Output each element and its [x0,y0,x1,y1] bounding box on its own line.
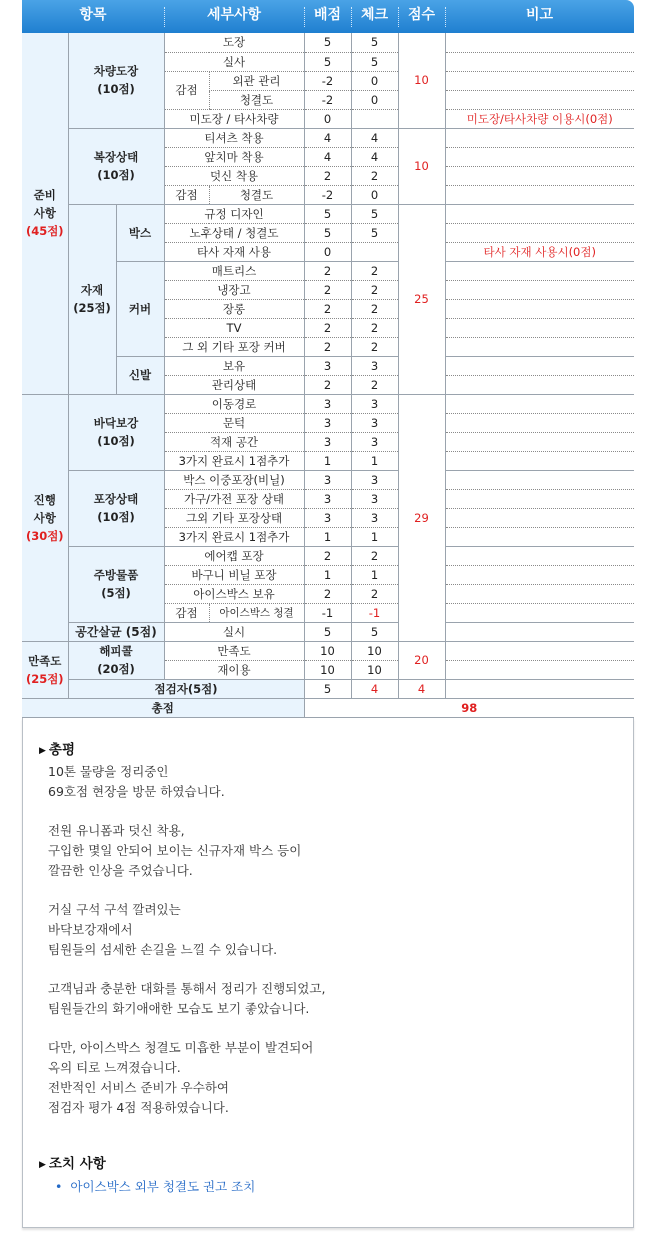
row-alloc: 3 [304,356,351,375]
deduct-label: 감점 [164,185,209,204]
table-row [22,394,634,413]
row-check: 5 [351,204,398,223]
row-alloc: 2 [304,337,351,356]
row-check: 2 [351,318,398,337]
comment-line: 팀원들간의 화기애애한 모습도 보기 좋았습니다. [48,1001,310,1016]
row-check: 2 [351,261,398,280]
row-note [445,603,634,622]
score-progress: 29 [398,394,445,641]
row-alloc: 2 [304,299,351,318]
row-note [445,394,634,413]
header-score: 점수 [407,7,436,23]
row-detail: 냉장고 [164,280,304,299]
row-alloc: 4 [304,147,351,166]
subcategory-box: 박스 [116,204,164,261]
row-alloc: 5 [304,204,351,223]
category-attire: 복장상태 (10점) [68,128,164,204]
row-note [445,470,634,489]
row-check: 2 [351,299,398,318]
row-alloc: 3 [304,489,351,508]
comment-panel [22,718,634,1228]
row-alloc: 3 [304,470,351,489]
row-detail: 이동경로 [164,394,304,413]
table-row [22,679,634,698]
row-alloc: -2 [304,185,351,204]
row-detail: 박스 이중포장(비닐) [164,470,304,489]
row-note [445,451,634,470]
category-vehicle: 차량도장 (10점) [68,33,164,128]
row-check: 1 [351,565,398,584]
row-detail: TV [164,318,304,337]
total-row [22,698,634,717]
row-note [445,318,634,337]
row-check: 5 [351,33,398,52]
row-check: 1 [351,451,398,470]
comment-line: 다만, 아이스박스 청결도 미흡한 부분이 발견되어 [48,1040,314,1055]
row-check: 2 [351,375,398,394]
row-check: 4 [351,679,398,698]
row-detail: 앞치마 착용 [164,147,304,166]
row-check: 2 [351,584,398,603]
bullet-icon: • [55,1179,63,1194]
row-note [445,71,634,90]
comment-line: 점검자 평가 4점 적용하였습니다. [48,1100,229,1115]
category-happycall: 해피콜 (20점) [68,641,164,679]
row-check: 3 [351,508,398,527]
group-prep: 준비 사항 (45점) [22,33,68,394]
score-attire: 10 [398,128,445,204]
row-detail: 그 외 기타 포장 커버 [164,337,304,356]
score-material: 25 [398,204,445,394]
row-alloc: 5 [304,33,351,52]
total-label: 총점 [22,698,304,717]
row-alloc: 0 [304,242,351,261]
row-check: 3 [351,470,398,489]
comment-line: 10톤 물량을 정리중인 [48,764,169,779]
category-packing: 포장상태 (10점) [68,470,164,546]
row-detail: 3가지 완료시 1점추가 [164,527,304,546]
comment-title: ▶ 총평 [39,742,76,758]
comment-line: 팀원들의 섬세한 손길을 느낄 수 있습니다. [48,942,278,957]
triangle-right-icon: ▶ [39,1160,46,1170]
action-title: ▶ 조치 사항 [39,1156,106,1172]
row-check: 3 [351,356,398,375]
row-alloc: 1 [304,565,351,584]
row-detail: 실사 [164,52,304,71]
row-detail: 만족도 [164,641,304,660]
row-detail: 도장 [164,33,304,52]
row-note [445,128,634,147]
category-material: 자재 (25점) [68,204,116,394]
triangle-right-icon: ▶ [39,746,46,756]
row-detail: 청결도 [209,185,304,204]
row-check: 1 [351,527,398,546]
row-check: 2 [351,337,398,356]
row-note [445,413,634,432]
row-note [445,166,634,185]
paragraph-gap [48,960,608,979]
comment-line: 거실 구석 구석 깔려있는 [48,902,181,917]
row-alloc: -2 [304,71,351,90]
row-note [445,679,634,698]
row-check [351,242,398,261]
row-detail: 문턱 [164,413,304,432]
row-note: 타사 자재 사용시(0점) [445,242,634,261]
row-note [445,660,634,679]
action-item: • 아이스박스 외부 청결도 권고 조치 [55,1179,256,1194]
row-check: 5 [351,223,398,242]
row-note [445,489,634,508]
row-note [445,223,634,242]
comment-body [48,762,608,1118]
total-score: 98 [304,698,634,717]
row-check [351,109,398,128]
row-alloc: 5 [304,622,351,641]
comment-line: 고객님과 충분한 대화를 통해서 정리가 진행되었고, [48,981,326,996]
row-check: 5 [351,622,398,641]
row-alloc: 3 [304,413,351,432]
row-check: 0 [351,185,398,204]
header-alloc: 배점 [313,7,342,23]
header-detail: 세부사항 [206,7,262,23]
row-note [445,261,634,280]
row-alloc: 2 [304,546,351,565]
group-satisfaction: 만족도 (25점) [22,641,68,698]
row-detail: 매트리스 [164,261,304,280]
row-note [445,356,634,375]
comment-line: 전원 유니폼과 덧신 착용, [48,823,185,838]
row-alloc: 10 [304,660,351,679]
row-detail: 재이용 [164,660,304,679]
category-disinfect: 공간살균 (5점) [68,622,164,641]
table-row [22,641,634,660]
table-row [22,622,634,641]
table-header [22,0,634,33]
row-note [445,565,634,584]
row-detail: 바구니 비닐 포장 [164,565,304,584]
row-detail: 규정 디자인 [164,204,304,223]
row-alloc: 1 [304,527,351,546]
category-kitchen: 주방물품 (5점) [68,546,164,622]
row-note [445,147,634,166]
row-check: 10 [351,660,398,679]
row-detail: 노후상태 / 청결도 [164,223,304,242]
paragraph-gap [48,802,608,821]
row-check: 10 [351,641,398,660]
row-alloc: 2 [304,166,351,185]
comment-line: 바닥보강재에서 [48,922,133,937]
row-note [445,185,634,204]
group-progress: 진행 사항 (30점) [22,394,68,641]
row-detail: 적재 공간 [164,432,304,451]
row-alloc: 2 [304,375,351,394]
row-note [445,33,634,52]
header-check: 체크 [360,7,389,23]
row-check: 4 [351,128,398,147]
row-alloc: 2 [304,261,351,280]
comment-line: 69호점 현장을 방문 하였습니다. [48,784,225,799]
comment-line: 전반적인 서비스 준비가 우수하여 [48,1080,229,1095]
header-note: 비고 [525,7,554,23]
table-row [22,33,634,52]
row-alloc: 3 [304,394,351,413]
row-detail: 관리상태 [164,375,304,394]
row-check: 0 [351,90,398,109]
header-item: 항목 [79,7,107,23]
row-check: 5 [351,52,398,71]
row-note [445,546,634,565]
row-note [445,337,634,356]
row-alloc: 2 [304,318,351,337]
row-detail: 에어캡 포장 [164,546,304,565]
subcategory-cover: 커버 [116,261,164,356]
row-note [445,299,634,318]
deduct-label: 감점 [164,71,209,109]
row-note [445,622,634,641]
row-detail: 덧신 착용 [164,166,304,185]
row-check: 2 [351,280,398,299]
row-detail: 아이스박스 보유 [164,584,304,603]
row-note [445,90,634,109]
row-detail: 미도장 / 타사차량 [164,109,304,128]
row-detail: 장롱 [164,299,304,318]
row-detail: 티셔츠 착용 [164,128,304,147]
score-happycall: 20 [398,641,445,679]
score-inspector: 4 [398,679,445,698]
row-alloc: 3 [304,508,351,527]
row-alloc: 2 [304,584,351,603]
row-alloc: 0 [304,109,351,128]
row-detail: 보유 [164,356,304,375]
row-alloc: 10 [304,641,351,660]
paragraph-gap [48,1019,608,1038]
row-note [445,204,634,223]
row-note [445,641,634,660]
category-inspector: 점검자(5점) [68,679,304,698]
row-detail: 타사 자재 사용 [164,242,304,261]
comment-line: 구입한 몇일 안되어 보이는 신규자재 박스 등이 [48,843,302,858]
row-alloc: -2 [304,90,351,109]
row-detail: 아이스박스 청결 [209,603,304,622]
row-alloc: 4 [304,128,351,147]
score-table [22,33,634,718]
row-note [445,280,634,299]
table-row [22,128,634,147]
category-floor: 바닥보강 (10점) [68,394,164,470]
row-detail: 그외 기타 포장상태 [164,508,304,527]
row-alloc: 5 [304,223,351,242]
paragraph-gap [48,881,608,900]
row-detail: 청결도 [209,90,304,109]
comment-line: 옥의 티로 느껴졌습니다. [48,1060,181,1075]
table-row [22,470,634,489]
row-note [445,527,634,546]
row-check: 4 [351,147,398,166]
row-check: 3 [351,432,398,451]
row-note [445,52,634,71]
row-alloc: 3 [304,432,351,451]
row-check: -1 [351,603,398,622]
row-check: 3 [351,413,398,432]
row-detail: 3가지 완료시 1점추가 [164,451,304,470]
row-alloc: 5 [304,679,351,698]
row-alloc: 1 [304,451,351,470]
row-alloc: 2 [304,280,351,299]
row-note [445,432,634,451]
row-detail: 가구/가전 포장 상태 [164,489,304,508]
row-check: 2 [351,546,398,565]
row-note [445,375,634,394]
comment-line: 깔끔한 인상을 주었습니다. [48,863,193,878]
row-check: 3 [351,394,398,413]
row-check: 0 [351,71,398,90]
score-vehicle: 10 [398,33,445,128]
table-row [22,204,634,223]
row-note [445,584,634,603]
row-check: 2 [351,166,398,185]
row-alloc: 5 [304,52,351,71]
deduct-label: 감점 [164,603,209,622]
subcategory-shoes: 신발 [116,356,164,394]
row-check: 3 [351,489,398,508]
row-note: 미도장/타사차량 이용시(0점) [445,109,634,128]
row-alloc: -1 [304,603,351,622]
table-row [22,546,634,565]
row-detail: 실시 [164,622,304,641]
row-detail: 외관 관리 [209,71,304,90]
row-note [445,508,634,527]
